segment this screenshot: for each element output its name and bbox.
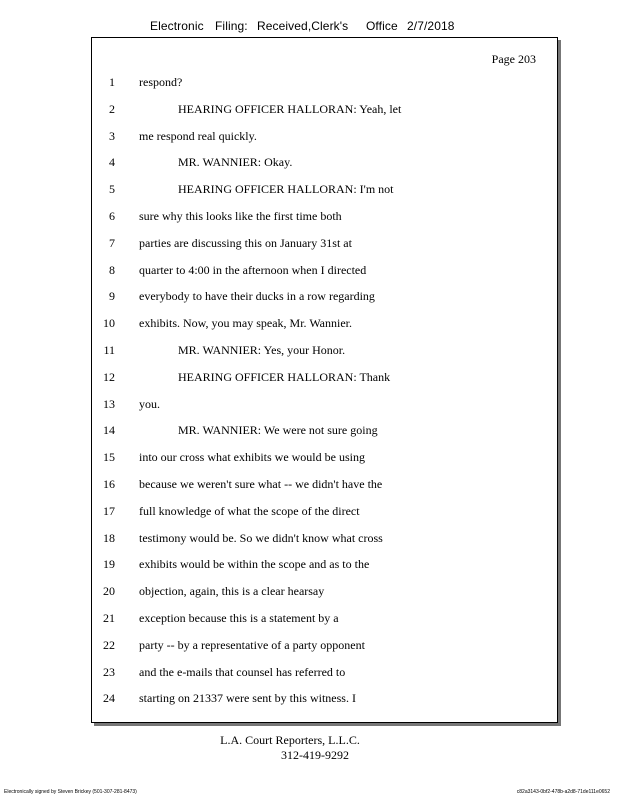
transcript-lines xyxy=(92,70,557,713)
transcript-line xyxy=(92,526,557,553)
filing-word-received-clerks: Received,Clerk's xyxy=(257,19,349,33)
transcript-line xyxy=(92,204,557,231)
line-text: sure why this looks like the first time both xyxy=(139,208,342,223)
line-number: 17 xyxy=(103,503,115,518)
line-text: HEARING OFFICER HALLORAN: Yeah, let xyxy=(178,101,402,116)
line-text: full knowledge of what the scope of the direct xyxy=(139,503,360,518)
line-text: HEARING OFFICER HALLORAN: Thank xyxy=(178,369,391,384)
transcript-line xyxy=(92,392,557,419)
line-number: 7 xyxy=(109,235,115,250)
line-text: testimony would be. So we didn't know what cross xyxy=(139,530,383,545)
transcript-line xyxy=(92,552,557,579)
line-number: 24 xyxy=(103,691,115,706)
line-text: HEARING OFFICER HALLORAN: I'm not xyxy=(178,182,394,197)
line-number: 21 xyxy=(103,610,115,625)
line-number: 5 xyxy=(109,182,115,197)
line-number: 9 xyxy=(109,289,115,304)
transcript-line xyxy=(92,231,557,258)
transcript-line xyxy=(92,338,557,365)
transcript-line xyxy=(92,445,557,472)
transcript-line xyxy=(92,177,557,204)
line-number: 20 xyxy=(103,584,115,599)
line-text: objection, again, this is a clear hearsay xyxy=(139,584,325,599)
filing-word-filing: Filing: xyxy=(215,19,248,33)
document-hash: c82a3143-0bf2-478b-a2d8-71de111e0652 xyxy=(516,789,610,795)
filing-word-office: Office xyxy=(366,19,398,33)
court-reporter-phone: 312-419-9292 xyxy=(281,748,349,762)
transcript-line xyxy=(92,660,557,687)
line-number: 1 xyxy=(109,75,115,89)
line-text: into our cross what exhibits we would be using xyxy=(139,450,365,465)
line-number: 19 xyxy=(103,557,115,572)
line-text: because we weren't sure what -- we didn't have the xyxy=(139,476,383,491)
line-number: 22 xyxy=(103,637,115,652)
transcript-line xyxy=(92,579,557,606)
line-text: party -- by a representative of a party opponent xyxy=(139,637,365,652)
line-number: 13 xyxy=(103,396,115,411)
transcript-line xyxy=(92,418,557,445)
line-text: exception because this is a statement by a xyxy=(139,610,339,625)
line-text: MR. WANNIER: Okay. xyxy=(178,155,293,170)
transcript-page xyxy=(91,37,558,723)
line-text: starting on 21337 were sent by this witness. I xyxy=(139,691,356,706)
line-number: 18 xyxy=(103,530,115,545)
line-text: respond? xyxy=(139,75,183,89)
transcript-line xyxy=(92,70,557,97)
transcript-line xyxy=(92,472,557,499)
line-text: everybody to have their ducks in a row regarding xyxy=(139,289,375,304)
page-number: Page 203 xyxy=(491,52,536,66)
transcript-line xyxy=(92,499,557,526)
line-number: 12 xyxy=(103,369,115,384)
electronic-signature: Electronically signed by Steven Brickey (501-307-281-8473) xyxy=(4,789,137,795)
transcript-line xyxy=(92,633,557,660)
line-number: 8 xyxy=(109,262,115,277)
line-text: exhibits would be within the scope and as to the xyxy=(139,557,370,572)
transcript-line xyxy=(92,311,557,338)
line-text: MR. WANNIER: Yes, your Honor. xyxy=(178,342,346,357)
line-number: 23 xyxy=(103,664,115,679)
line-text: quarter to 4:00 in the afternoon when I directed xyxy=(139,262,367,277)
line-number: 16 xyxy=(103,476,115,491)
transcript-line xyxy=(92,365,557,392)
transcript-line xyxy=(92,686,557,713)
transcript-line xyxy=(92,150,557,177)
filing-date: 2/7/2018 xyxy=(407,19,455,33)
line-text: parties are discussing this on January 31st at xyxy=(139,235,352,250)
line-number: 15 xyxy=(103,450,115,465)
line-text: you. xyxy=(139,396,160,411)
transcript-line xyxy=(92,258,557,285)
line-text: MR. WANNIER: We were not sure going xyxy=(178,423,378,438)
transcript-line xyxy=(92,606,557,633)
line-number: 11 xyxy=(103,342,115,357)
line-number: 4 xyxy=(109,155,115,170)
line-text: and the e-mails that counsel has referred to xyxy=(139,664,346,679)
transcript-line xyxy=(92,124,557,151)
line-text: me respond real quickly. xyxy=(139,128,257,143)
line-number: 10 xyxy=(103,316,115,331)
filing-word-electronic: Electronic xyxy=(150,19,204,33)
line-number: 3 xyxy=(109,128,115,143)
transcript-line xyxy=(92,97,557,124)
line-number: 6 xyxy=(109,208,115,223)
line-number: 2 xyxy=(109,101,115,116)
transcript-line xyxy=(92,284,557,311)
court-reporter-firm: L.A. Court Reporters, L.L.C. xyxy=(220,733,360,747)
line-number: 14 xyxy=(103,423,115,438)
line-text: exhibits. Now, you may speak, Mr. Wannier. xyxy=(139,316,353,331)
